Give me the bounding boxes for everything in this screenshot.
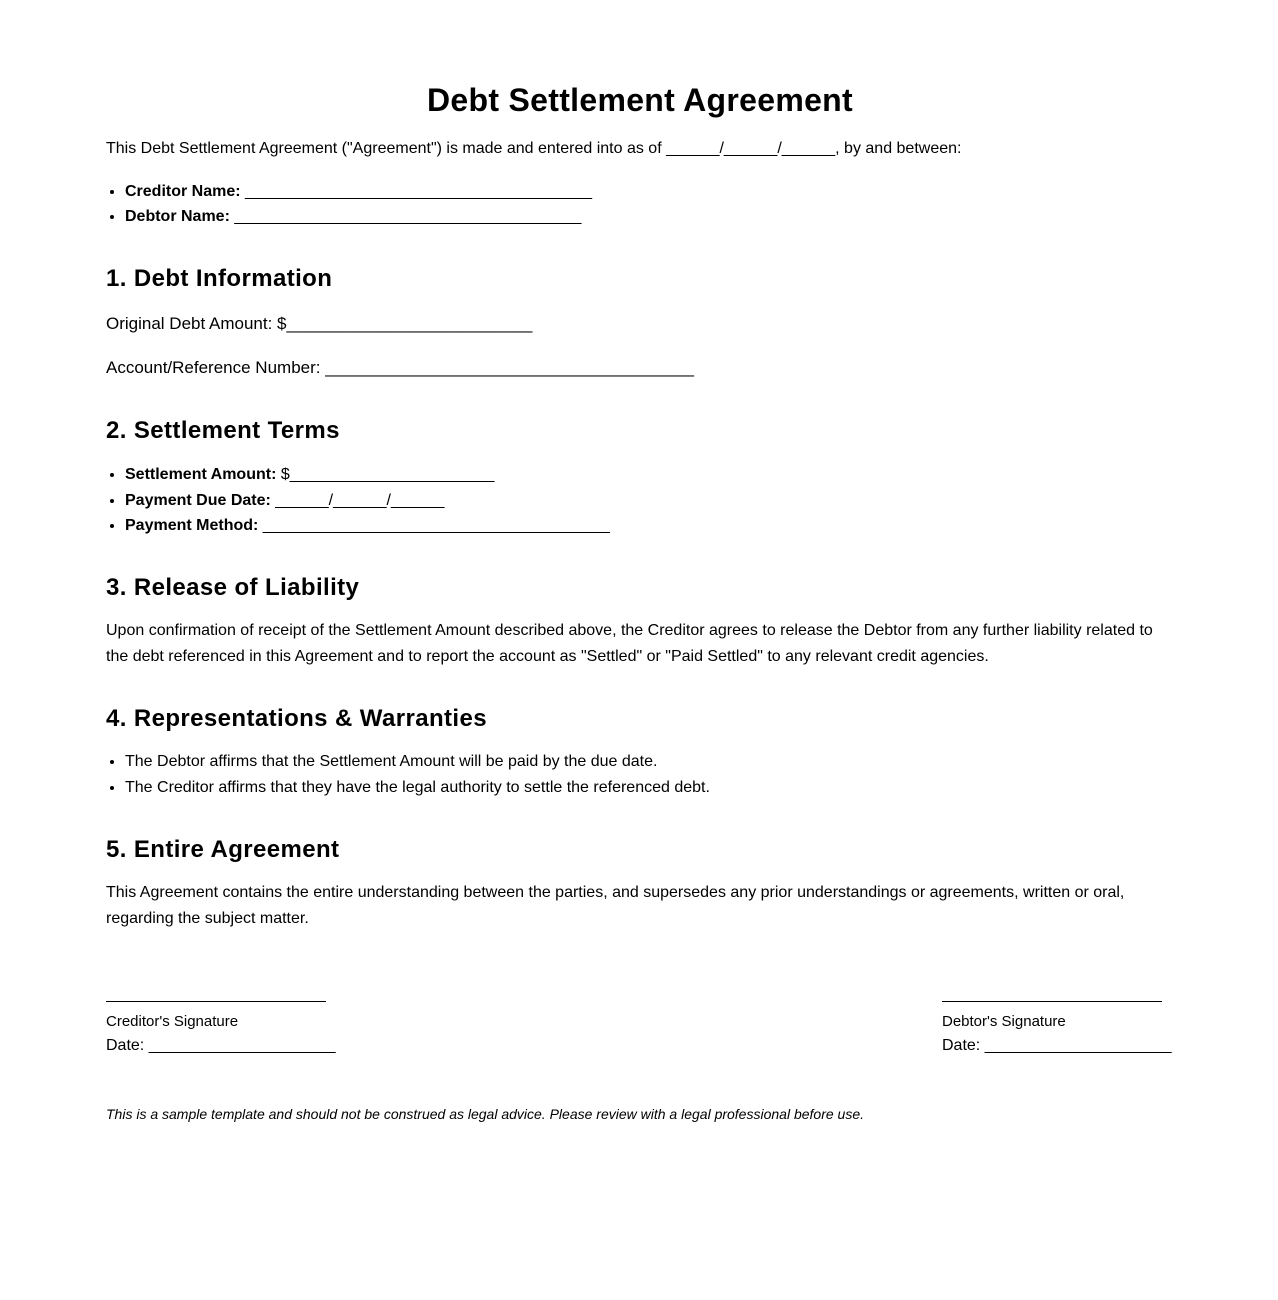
party-debtor xyxy=(125,204,1025,229)
payment-due-date-item xyxy=(125,488,1025,514)
settlement-amount-label: Settlement Amount: xyxy=(125,466,277,483)
party-debtor-label: Debtor Name: xyxy=(125,208,230,225)
section-2-heading: 2. Settlement Terms xyxy=(106,417,340,444)
creditor-signature-label: Creditor's Signature xyxy=(106,1013,239,1030)
debtor-signature-label: Debtor's Signature xyxy=(942,1013,1066,1030)
representation-item: • The Debtor affirms that the Settlement Amount will be paid by the due date. xyxy=(125,749,1025,775)
payment-due-date-label: Payment Due Date: xyxy=(125,491,271,509)
section-1-heading: 1. Debt Information xyxy=(106,265,333,292)
creditor-name-blank: _______________________________________ xyxy=(240,183,593,200)
entire-agreement-text: This Agreement contains the entire understanding between the parties, and supersedes any prior understandings or agreements, written or oral, regarding the subject matter. xyxy=(106,884,1125,927)
payment-due-date-blank: ______/______/______ xyxy=(270,491,445,509)
debtor-signature-block xyxy=(942,985,1172,1060)
settlement-amount-blank: $_______________________ xyxy=(276,466,495,483)
party-creditor xyxy=(125,179,1025,204)
payment-method-label: Payment Method: xyxy=(125,517,259,534)
debtor-name-blank: _______________________________________ xyxy=(229,208,582,225)
disclaimer-text: This is a sample template and should not be construed as legal advice. Please review with a legal professional before use. xyxy=(106,1106,864,1122)
section-4-heading: 4. Representations & Warranties xyxy=(106,705,487,732)
document-title: Debt Settlement Agreement xyxy=(427,82,853,118)
representation-item: • The Creditor affirms that they have the legal authority to settle the referenced debt. xyxy=(125,775,1025,801)
parties-list xyxy=(106,179,1025,229)
settlement-terms-list xyxy=(106,462,1025,539)
creditor-signature-line xyxy=(106,985,326,1002)
payment-method-blank: _______________________________________ xyxy=(258,517,610,534)
creditor-date-field: Date: _____________________ xyxy=(106,1037,336,1054)
creditor-signature-block xyxy=(106,985,336,1060)
payment-method-item xyxy=(125,513,1025,539)
section-5-heading: 5. Entire Agreement xyxy=(106,836,340,863)
original-debt-amount-field: Original Debt Amount: $__________________________ xyxy=(106,314,533,333)
settlement-amount-item xyxy=(125,462,1025,488)
section-3-heading: 3. Release of Liability xyxy=(106,574,360,601)
release-of-liability-text: Upon confirmation of receipt of the Settlement Amount described above, the Creditor agrees to release the Debtor from any further liability related to the debt referenced in this Agreement and to report the account as "Settled" or "Paid Settled" to any relevant credit agencies. xyxy=(106,622,1153,665)
debtor-signature-line xyxy=(942,985,1162,1002)
party-creditor-label: Creditor Name: xyxy=(125,183,241,200)
representations-list xyxy=(106,749,1025,801)
account-reference-field: Account/Reference Number: _______________________________________ xyxy=(106,358,694,377)
intro-paragraph: This Debt Settlement Agreement ("Agreement") is made and entered into as of ______/______/______, by and between: xyxy=(106,140,962,157)
debtor-date-field: Date: _____________________ xyxy=(942,1037,1172,1054)
